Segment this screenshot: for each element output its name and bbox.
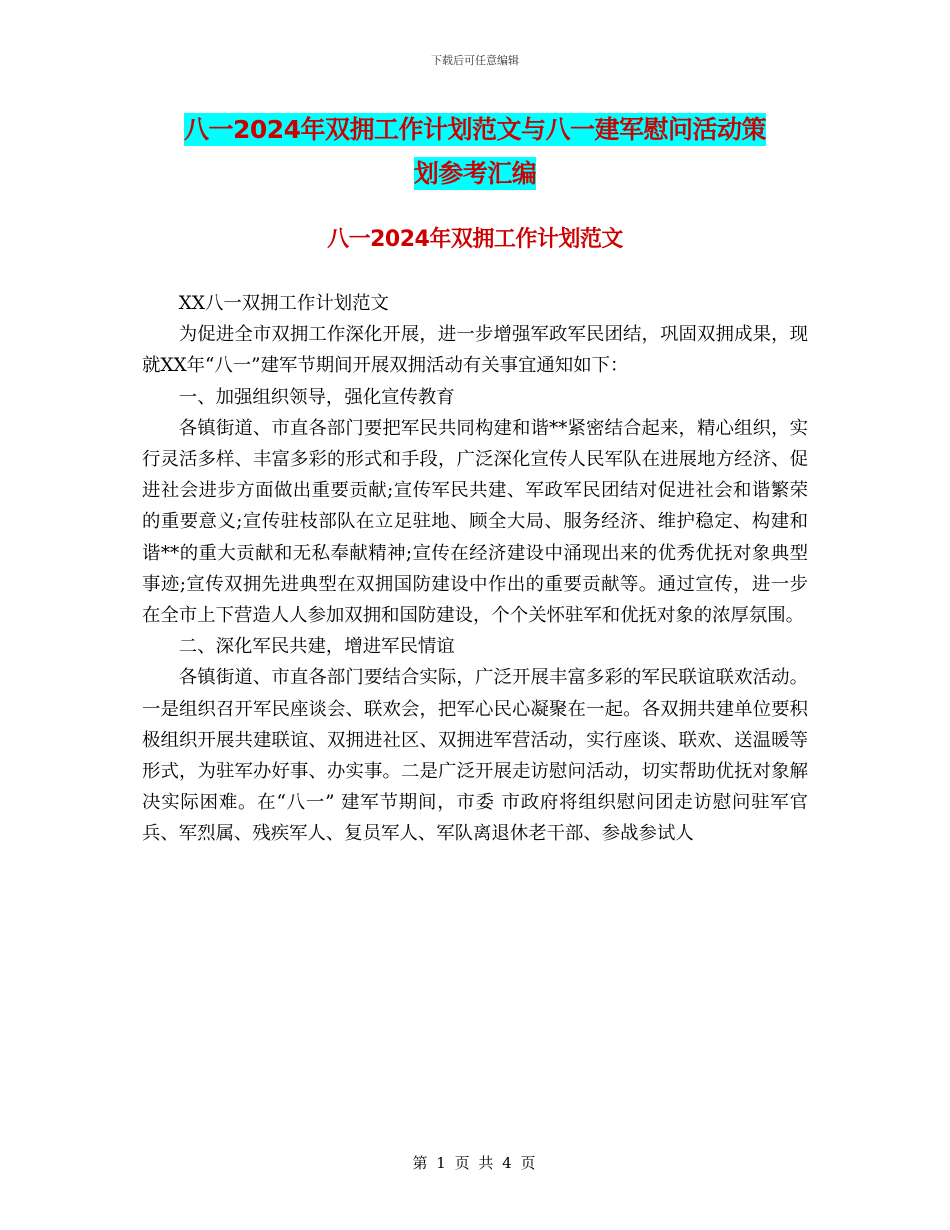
paragraph-two: 各镇街道、市直各部门要结合实际，广泛开展丰富多彩的军民联谊联欢活动。一是组织召开军民座谈会、联欢会，把军心民心凝聚在一起。各双拥共建单位要积极组织开展共建联谊、双拥进社区、双拥进军营活动，实行座谈、联欢、送温暖等形式，为驻军办好事、办实事。二是广泛开展走访慰问活动，切实帮助优抚对象解决实际困难。在“八一” 建军节期间，市委 市政府将组织慰问团走访慰问驻军官兵、军烈属、残疾军人、复员军人、军队离退休老干部、参战参试人	[142, 667, 808, 845]
paragraph-subtitle: XX八一双拥工作计划范文	[178, 293, 389, 314]
document-body	[142, 288, 808, 850]
paragraph-one: 各镇街道、市直各部门要把军民共同构建和谐**紧密结合起来，精心组织，实行灵活多样、丰富多彩的形式和手段，广泛深化宣传人民军队在进展地方经济、促进社会进步方面做出重要贡献;宣传军民共建、军政军民团结对促进社会和谐繁荣的重要意义;宣传驻枝部队在立足驻地、顾全大局、服务经济、维护稳定、构建和谐**的重大贡献和无私奉献精神;宣传在经济建设中涌现出来的优秀优抚对象典型事迹;宣传双拥先进典型在双拥国防建设中作出的重要贡献等。通过宣传，进一步在全市上下营造人人参加双拥和国防建设，个个关怀驻军和优抚对象的浓厚氛围。	[142, 417, 808, 627]
title-highlight-2: 划参考汇编	[413, 159, 537, 188]
title-highlight-1: 八一2024年双拥工作计划范文与八一建军慰问活动策	[183, 115, 767, 144]
section-title: 八一2024年双拥工作计划范文	[327, 227, 623, 252]
page-footer: 第 1 页 共 4 页	[412, 1154, 538, 1172]
heading-two: 二、深化军民共建，增进军民情谊	[178, 636, 455, 658]
heading-one: 一、加强组织领导，强化宣传教育	[178, 386, 455, 408]
paragraph-intro: 为促进全市双拥工作深化开展，进一步增强军政军民团结，巩固双拥成果，现就XX年“八一”建军节期间开展双拥活动有关事宜通知如下：	[142, 324, 808, 377]
document-title	[0, 108, 950, 196]
document-title-line-2	[0, 152, 950, 196]
header-note: 下载后可任意编辑	[431, 54, 519, 67]
document-title-line-1	[0, 108, 950, 152]
